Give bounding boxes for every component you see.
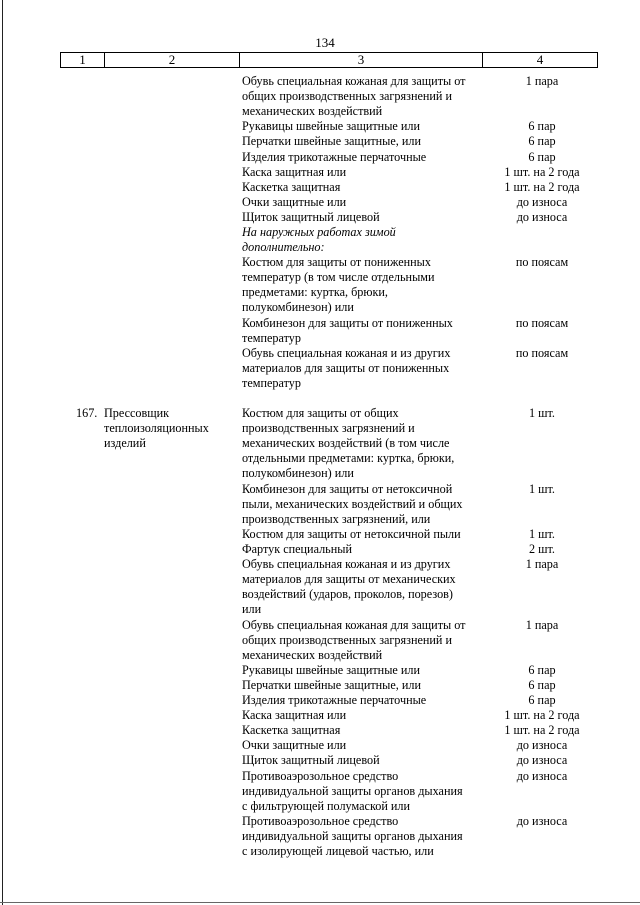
item-quantity: 1 пара [525, 617, 559, 632]
item-description-line: индивидуальной защиты органов дыхания [242, 828, 463, 843]
item-description-line: На наружных работах зимой [242, 225, 396, 239]
item-quantity: 6 пар [528, 134, 556, 149]
item-description-line: предметами: куртка, брюки, [242, 285, 388, 300]
item-description-line: Щиток защитный лицевой [242, 753, 380, 768]
item-quantity: по поясам [515, 315, 569, 330]
item-quantity: до износа [516, 738, 568, 753]
column-header-1: 1 [61, 53, 105, 68]
item-description-line: Костюм для защиты от пониженных [242, 255, 431, 270]
item-description-line: температур [242, 330, 301, 345]
item-quantity: по поясам [515, 255, 569, 270]
item-description-line: механических воздействий [242, 104, 383, 119]
item-quantity: 1 пара [525, 74, 559, 88]
item-description-line: воздействий (ударов, проколов, порезов) [242, 587, 453, 602]
page-number: 134 [315, 35, 335, 50]
item-quantity: 1 шт. на 2 года [504, 179, 580, 194]
item-description-line: Комбинезон для защиты от пониженных [242, 315, 453, 330]
item-description-line: Каска защитная или [242, 164, 347, 179]
item-description [242, 165, 492, 180]
item-description-line: материалов для защиты от механических [242, 572, 456, 587]
item-description-line: Перчатки швейные защитные, или [242, 677, 422, 692]
item-quantity: 1 шт. на 2 года [504, 708, 580, 723]
item-quantity: 6 пар [528, 119, 556, 134]
item-description-line: Обувь специальная кожаная и из других [242, 345, 451, 360]
item-description-line: или [242, 602, 262, 617]
item-description [242, 663, 492, 678]
item-quantity: 6 пар [528, 149, 556, 164]
item-quantity: 1 шт. [529, 481, 555, 496]
item-description [242, 769, 492, 814]
item-quantity: 1 шт. на 2 года [504, 164, 580, 179]
item-quantity: 1 шт. на 2 года [504, 723, 580, 738]
item-description-line: Щиток защитный лицевой [242, 209, 380, 224]
item-description-line: с фильтрующей полумаской или [242, 798, 411, 813]
item-description [242, 678, 492, 693]
item-quantity: до износа [516, 813, 568, 828]
item-description [242, 542, 492, 557]
entry-number: 167. [76, 406, 98, 421]
item-description [242, 74, 492, 119]
profession-name-line: Прессовщик [104, 406, 170, 421]
item-description [242, 255, 492, 315]
item-description [242, 134, 492, 149]
item-description-line: Перчатки швейные защитные, или [242, 134, 422, 149]
item-quantity: до износа [516, 194, 568, 209]
item-description-line: дополнительно: [242, 240, 325, 255]
item-description-line: Изделия трикотажные перчаточные [242, 693, 427, 707]
item-description-line: с изолирующей лицевой частью, или [242, 843, 434, 858]
item-description-line: Каска защитная или [242, 708, 347, 723]
profession-name-line: изделий [104, 436, 146, 451]
item-description-line: Обувь специальная кожаная для защиты от [242, 617, 466, 632]
item-description [242, 346, 492, 391]
item-description-line: общих производственных загрязнений и [242, 89, 453, 104]
profession-name-line: теплоизоляционных [104, 421, 209, 436]
item-description [242, 738, 492, 753]
item-quantity: 2 шт. [529, 542, 555, 556]
item-description-line: Очки защитные или [242, 738, 347, 753]
column-header-4: 4 [483, 53, 598, 68]
profession-name [104, 406, 234, 451]
item-description [242, 527, 492, 542]
item-description-line: Комбинезон для защиты от нетоксичной [242, 481, 453, 496]
item-description [242, 180, 492, 195]
item-quantity: 6 пар [528, 662, 556, 677]
item-description [242, 316, 492, 346]
item-description-line: Фартук специальный [242, 542, 352, 556]
column-header-table [60, 52, 598, 68]
item-description-line: Каскетка защитная [242, 179, 341, 194]
item-description-line: Костюм для защиты от нетоксичной пыли [242, 526, 461, 541]
item-description [242, 557, 492, 617]
item-description-line: Обувь специальная кожаная и из других [242, 557, 451, 572]
item-description-line: Противоаэрозольное средство [242, 768, 399, 783]
item-description-line: пыли, механических воздействий и общих [242, 496, 463, 511]
item-description-line: производственных загрязнений и [242, 421, 415, 436]
item-description [242, 195, 492, 210]
column-header-2: 2 [105, 53, 240, 68]
item-quantity: 6 пар [528, 677, 556, 692]
item-description-line: Обувь специальная кожаная для защиты от [242, 74, 466, 88]
item-description-line: Рукавицы швейные защитные или [242, 662, 420, 677]
item-description-line: полукомбинезон) или [242, 300, 354, 315]
item-description-line: механических воздействий [242, 647, 383, 662]
scan-bottom-edge [0, 902, 640, 903]
item-description [242, 150, 492, 165]
item-quantity: до износа [516, 753, 568, 768]
item-quantity: до износа [516, 209, 568, 224]
item-quantity: 1 шт. [529, 406, 555, 421]
item-description [242, 723, 492, 738]
item-description-line: полукомбинезон) или [242, 466, 354, 481]
item-description [242, 708, 492, 723]
item-description-line: материалов для защиты от пониженных [242, 360, 450, 375]
item-description [242, 814, 492, 859]
item-description-line: индивидуальной защиты органов дыхания [242, 783, 463, 798]
item-quantity: до износа [516, 768, 568, 783]
column-header-3: 3 [240, 53, 483, 68]
item-description-line: отдельными предметами: куртка, брюки, [242, 451, 455, 466]
item-description-line: температур [242, 375, 301, 390]
item-description-line: общих производственных загрязнений и [242, 632, 453, 647]
item-description-line: механических воздействий (в том числе [242, 436, 450, 451]
item-quantity: 1 шт. [529, 526, 555, 541]
item-description-line: Изделия трикотажные перчаточные [242, 149, 427, 164]
item-description [242, 119, 492, 134]
item-description [242, 693, 492, 708]
item-description-line: Рукавицы швейные защитные или [242, 119, 420, 134]
item-description [242, 618, 492, 663]
section-note [242, 225, 492, 255]
scan-left-edge [2, 0, 3, 905]
item-description-line: Каскетка защитная [242, 723, 341, 738]
item-description-line: производственных загрязнений, или [242, 511, 431, 526]
item-description-line: температур (в том числе отдельными [242, 270, 435, 285]
item-description [242, 753, 492, 768]
item-description [242, 210, 492, 225]
item-description-line: Костюм для защиты от общих [242, 406, 399, 421]
item-description [242, 406, 492, 481]
item-quantity: 6 пар [528, 693, 556, 707]
item-description-line: Очки защитные или [242, 194, 347, 209]
item-quantity: 1 пара [525, 557, 559, 572]
item-description [242, 482, 492, 527]
item-quantity: по поясам [515, 345, 569, 360]
item-description-line: Противоаэрозольное средство [242, 813, 399, 828]
